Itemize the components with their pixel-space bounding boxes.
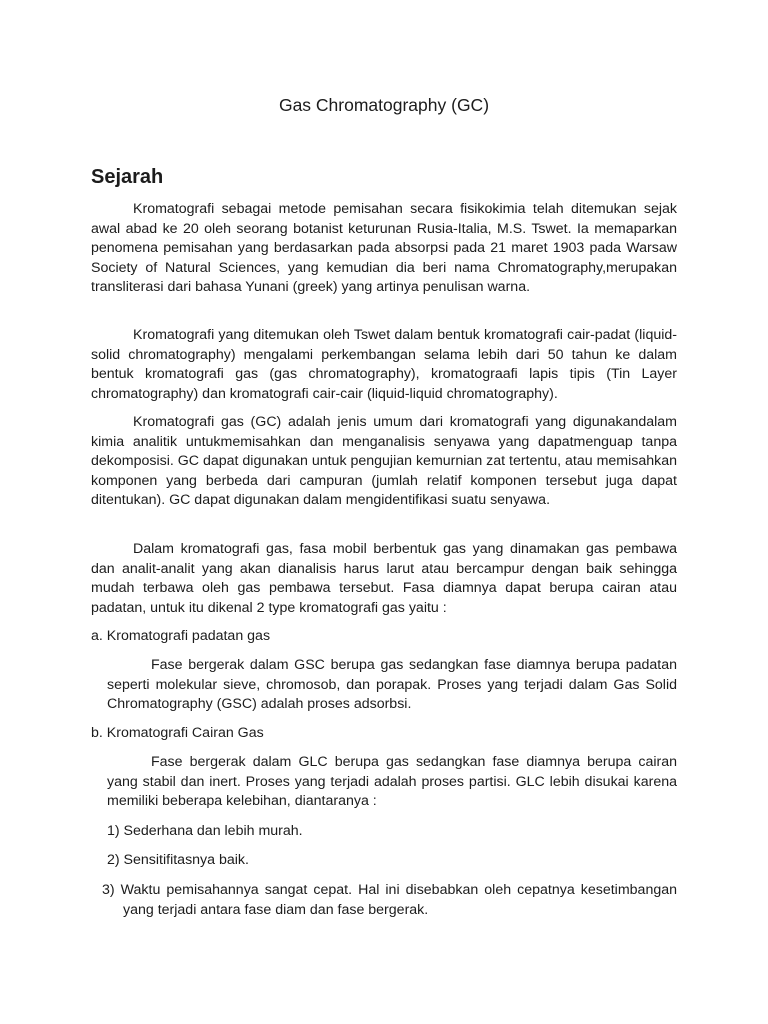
advantage-item-3: 3) Waktu pemisahannya sangat cepat. Hal ini disebabkan oleh cepatnya kesetimbangan yang terjadi antara fase diam dan fase bergerak. [102, 882, 677, 918]
section-heading: Sejarah [91, 166, 164, 188]
paragraph-development: Kromatografi yang ditemukan oleh Tswet dalam bentuk kromatografi cair-padat (liquid-solid chromatography) mengalami perkembangan selama lebih dari 50 tahun ke dalam bentuk kromatografi gas (gas chromatography), kromatograafi lapis tipis (Tin Layer chromatography) dan kromatografi cair-cair (liquid-liquid chromatography). [91, 327, 677, 402]
document-title: Gas Chromatography (GC) [278, 95, 490, 115]
paragraph-history: Kromatografi sebagai metode pemisahan secara fisikokimia telah ditemukan sejak awal abad ke 20 oleh seorang botanist keturunan Rusia-Italia, M.S. Tswet. Ia memaparkan penomena pemisahan yang berdasarkan pada absorpsi pada 21 maret 1903 pada Warsaw Society of Natural Sciences, yang kemudian dia beri nama Chromatography,merupakan transliterasi dari bahasa Yunani (greek) yang artinya penulisan warna. [91, 201, 677, 296]
list-item-a-text: Fase bergerak dalam GSC berupa gas sedangkan fase diamnya berupa padatan seperti molekular sieve, chromosob, dan porapak. Proses yang terjadi dalam Gas Solid Chromatography (GSC) adalah proses adsorbsi. [107, 657, 677, 713]
paragraph-gc-phases: Dalam kromatografi gas, fasa mobil berbentuk gas yang dinamakan gas pembawa dan analit-analit yang akan dianalisis harus larut atau bercampur dengan baik sehingga mudah terbawa oleh gas pembawa tersebut. Fasa diamnya dapat berupa cairan atau padatan, untuk itu dikenal 2 type kromatografi gas yaitu : [91, 541, 677, 616]
advantage-item-1: 1) Sederhana dan lebih murah. [107, 823, 303, 839]
list-item-a-label: a. Kromatografi padatan gas [91, 628, 271, 644]
paragraph-gc-definition: Kromatografi gas (GC) adalah jenis umum dari kromatografi yang digunakandalam kimia analitik untukmemisahkan dan menganalisis senyawa yang dapatmenguap tanpa dekomposisi. GC dapat digunakan untuk pengujian kemurnian zat tertentu, atau memisahkan komponen yang berbeda dari campuran (jumlah relatif komponen tersebut juga dapat ditentukan). GC dapat digunakan dalam mengidentifikasi suatu senyawa. [91, 414, 677, 509]
advantage-item-2: 2) Sensitifitasnya baik. [107, 852, 249, 868]
list-item-b-label: b. Kromatografi Cairan Gas [91, 725, 264, 741]
list-item-b-text: Fase bergerak dalam GLC berupa gas sedangkan fase diamnya berupa cairan yang stabil dan inert. Proses yang terjadi adalah proses partisi. GLC lebih disukai karena memiliki beberapa kelebihan, diantaranya : [107, 754, 677, 810]
